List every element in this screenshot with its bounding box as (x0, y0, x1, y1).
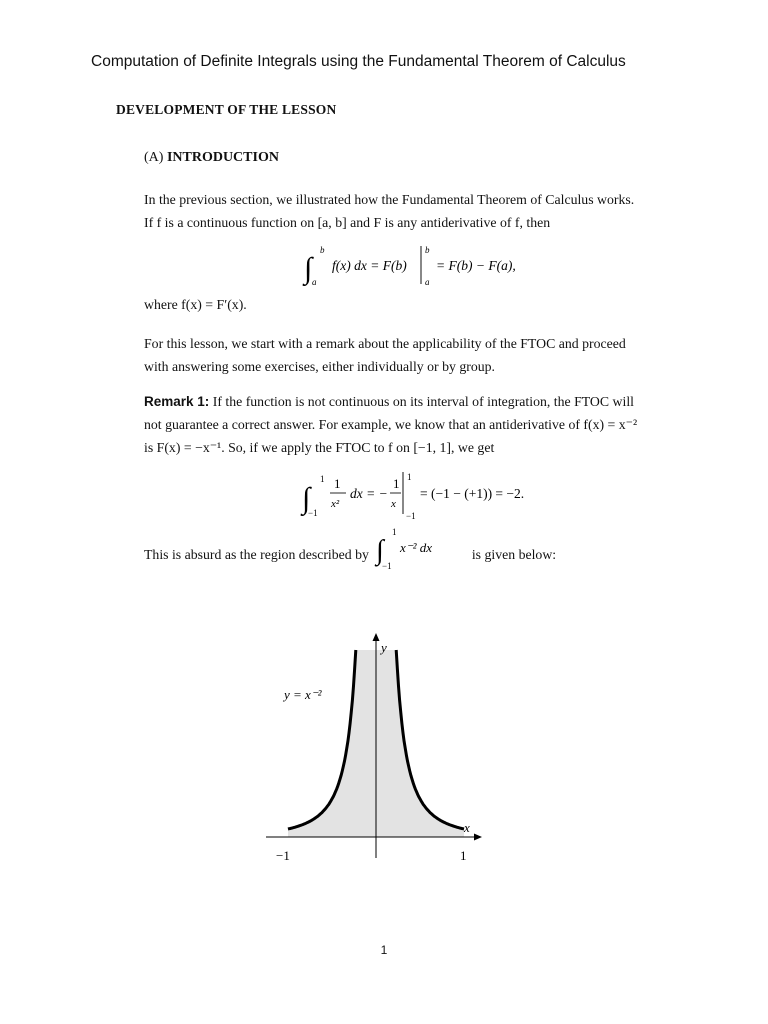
evaluation-lower: −1 (406, 511, 416, 521)
remark-line-3: is F(x) = −x⁻¹. So, if we apply the FTOC to f on [−1, 1], we get (144, 440, 495, 455)
curve-label: y = x⁻² (284, 687, 322, 702)
ftoc-equation (300, 240, 560, 292)
document-title: Computation of Definite Integrals using the Fundamental Theorem of Calculus (91, 53, 626, 70)
evaluation-upper: 1 (407, 472, 412, 482)
tick-label-left: −1 (276, 848, 290, 863)
example-equation (298, 468, 568, 524)
integral-upper-bound: 1 (320, 474, 325, 484)
where-line: where f(x) = F′(x). (144, 297, 247, 312)
fraction-numerator: 1 (334, 476, 341, 491)
y-axis-label: y (381, 640, 387, 655)
evaluation-lower: a (425, 277, 430, 287)
integral-upper-bound: b (320, 245, 325, 255)
integral-lower-bound: −1 (308, 508, 318, 518)
ftoc-integrand: f(x) dx = F(b) (332, 258, 407, 273)
absurd-line (144, 527, 709, 571)
lesson-paragraph (144, 332, 709, 378)
y-axis-arrow (373, 633, 380, 641)
fraction-denominator-2: x (391, 498, 396, 510)
tick-label-right: 1 (460, 848, 467, 863)
absurd-suffix: is given below: (471, 547, 557, 563)
integral-upper-bound: 1 (392, 527, 397, 537)
page-number: 1 (380, 943, 388, 957)
integral-lower-bound: a (312, 277, 317, 287)
lesson-line-1: For this lesson, we start with a remark about the applicability of the FTOC and proceed (144, 336, 626, 351)
dx-text: dx = − (350, 486, 388, 501)
fraction-denominator: x² (331, 498, 340, 510)
intro-paragraph (144, 188, 709, 234)
lesson-line-2: with answering some exercises, either individually or by group. (144, 359, 495, 374)
section-title: INTRODUCTION (166, 150, 279, 165)
integral-sign: ∫ (302, 482, 311, 515)
ftoc-rhs: = F(b) − F(a), (436, 258, 516, 273)
absurd-prefix: This is absurd as the region described by (144, 547, 369, 563)
intro-line-2: If f is a continuous function on [a, b] and F is any antiderivative of f, then (144, 215, 551, 230)
inline-integral (374, 525, 466, 571)
lesson-heading: DEVELOPMENT OF THE LESSON (116, 102, 337, 117)
section-label: (A) (144, 150, 164, 165)
remark-line-1 (144, 390, 709, 413)
region-figure (260, 630, 500, 870)
evaluation-upper: b (425, 245, 430, 255)
inline-integrand: x⁻² dx (400, 540, 433, 555)
integral-lower-bound: −1 (382, 561, 392, 571)
remark-line-1-text: If the function is not continuous on its interval of integration, the FTOC will (212, 394, 635, 409)
integral-sign: ∫ (304, 252, 313, 285)
section-heading (144, 150, 279, 166)
remark-paragraph (144, 390, 709, 459)
fraction-numerator-2: 1 (393, 476, 400, 491)
x-axis-label: x (464, 820, 470, 835)
remark-line-2: not guarantee a correct answer. For example, we know that an antiderivative of f(x) = x⁻² (144, 417, 638, 432)
integral-sign: ∫ (376, 535, 385, 566)
intro-line-1: In the previous section, we illustrated how the Fundamental Theorem of Calculus works. (144, 192, 635, 207)
remark-label: Remark 1: (144, 394, 210, 409)
example-rhs: = (−1 − (+1)) = −2. (420, 486, 525, 501)
x-axis-arrow (474, 834, 482, 841)
